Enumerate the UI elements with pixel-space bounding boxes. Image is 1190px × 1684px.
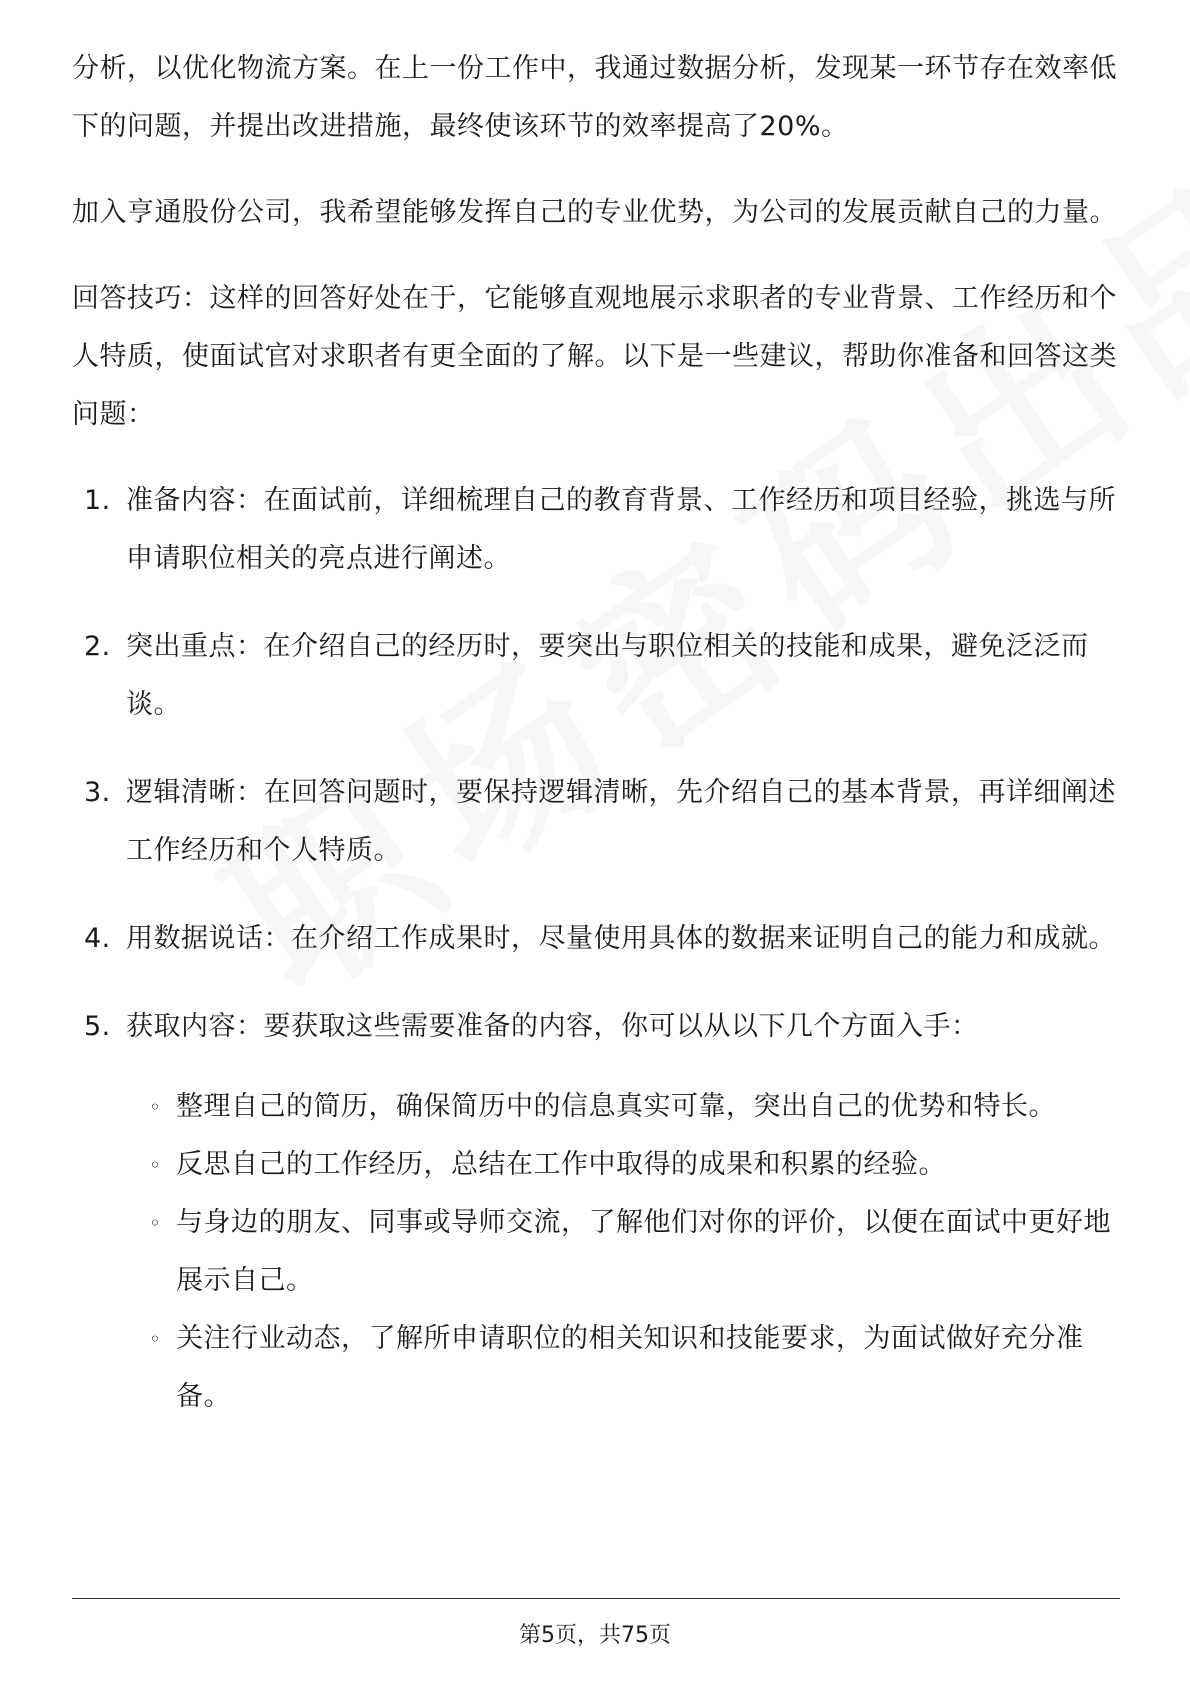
list-item <box>72 618 1122 734</box>
sub-list-item-text: 反思自己的工作经历，总结在工作中取得的成果和积累的经验。 <box>176 1149 946 1180</box>
sub-list <box>126 1078 1122 1426</box>
list-item-text: 获取内容：要获取这些需要准备的内容，你可以从以下几个方面入手： <box>126 1011 979 1042</box>
list-number: 3. <box>84 777 111 808</box>
bullet-icon: ◦ <box>149 1153 162 1177</box>
numbered-list <box>72 472 1122 1426</box>
sub-list-item-text: 关注行业动态，了解所申请职位的相关知识和技能要求，为面试做好充分准备。 <box>176 1323 1084 1412</box>
list-item-text: 准备内容：在面试前，详细梳理自己的教育背景、工作经历和项目经验，挑选与所申请职位相关的亮点进行阐述。 <box>126 485 1116 574</box>
paragraph: 回答技巧：这样的回答好处在于，它能够直观地展示求职者的专业背景、工作经历和个人特质，使面试官对求职者有更全面的了解。以下是一些建议，帮助你准备和回答这类问题： <box>72 283 1117 430</box>
list-item <box>72 472 1122 588</box>
bullet-icon: ◦ <box>149 1095 162 1119</box>
list-item <box>72 910 1122 968</box>
sub-list-item <box>126 1136 1122 1194</box>
paragraph: 分析，以优化物流方案。在上一份工作中，我通过数据分析，发现某一环节存在效率低下的问题，并提出改进措施，最终使该环节的效率提高了20%。 <box>72 53 1117 142</box>
list-item <box>72 764 1122 880</box>
document-body <box>72 40 1122 1456</box>
list-number: 2. <box>84 631 111 662</box>
list-number: 1. <box>84 485 111 516</box>
list-item <box>72 998 1122 1426</box>
bullet-icon: ◦ <box>149 1327 162 1351</box>
list-item-text: 突出重点：在介绍自己的经历时，要突出与职位相关的技能和成果，避免泛泛而谈。 <box>126 631 1089 720</box>
sub-list-item-text: 整理自己的简历，确保简历中的信息真实可靠，突出自己的优势和特长。 <box>176 1091 1056 1122</box>
sub-list-item-text: 与身边的朋友、同事或导师交流，了解他们对你的评价，以便在面试中更好地展示自己。 <box>176 1207 1111 1296</box>
list-item-text: 用数据说话：在介绍工作成果时，尽量使用具体的数据来证明自己的能力和成就。 <box>126 923 1116 954</box>
paragraph: 加入亨通股份公司，我希望能够发挥自己的专业优势，为公司的发展贡献自己的力量。 <box>72 197 1117 228</box>
bullet-icon: ◦ <box>149 1211 162 1235</box>
list-item-text: 逻辑清晰：在回答问题时，要保持逻辑清晰，先介绍自己的基本背景，再详细阐述工作经历和个人特质。 <box>126 777 1116 866</box>
list-number: 5. <box>84 1011 111 1042</box>
list-number: 4. <box>84 923 111 954</box>
sub-list-item <box>126 1310 1122 1426</box>
sub-list-item <box>126 1194 1122 1310</box>
page-number: 第5页，共75页 <box>519 1623 671 1648</box>
sub-list-item <box>126 1078 1122 1136</box>
footer-divider <box>72 1598 1120 1599</box>
